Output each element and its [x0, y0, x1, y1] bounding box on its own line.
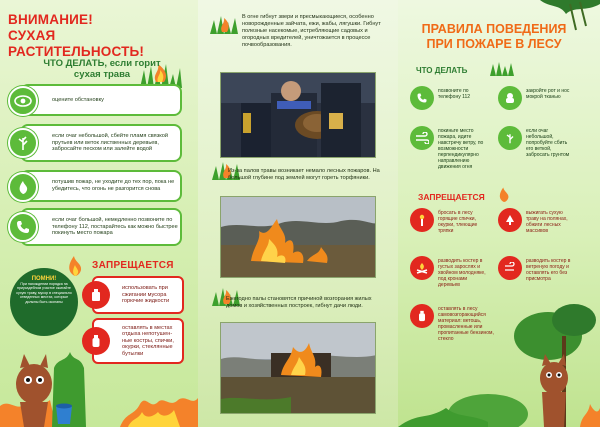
match-icon [410, 208, 434, 232]
forest-fire-text: Из-за палов травы возникает немало лесных пожаров. На большой глубине под землей могут гореть торфяники. [228, 168, 380, 181]
grass-fire-photo [220, 196, 376, 278]
todo-item-text: покиньте место пожара, идите навстречу ветру, по возможности перпендикулярно направлению движения огня [438, 128, 484, 170]
forbidden-item-text: оставлять в лесу самовозгорающийся материал: ветошь, промасленные или пропитанные бензином, стекло [438, 306, 494, 342]
canister-icon [82, 281, 110, 309]
phone-icon [410, 86, 434, 110]
forbidden-item-text: выжигать сухую траву на полянах, обжиги лесных массивов [526, 210, 568, 234]
todo-item [498, 86, 574, 110]
todo-row [20, 84, 182, 116]
todo-item-text: закройте рот и нос мокрой тканью [526, 88, 570, 100]
forbidden-title: ЗАПРЕЩАЕТСЯ [418, 192, 485, 202]
todo-item [410, 86, 486, 110]
phone-icon [8, 212, 38, 242]
title-line-1: ВНИМАНИЕ! [8, 12, 93, 27]
todo-row [20, 170, 182, 202]
todo-item-text: позвоните по телефону 112 [438, 88, 471, 100]
house-fire-photo [220, 322, 376, 414]
branch-icon [498, 126, 522, 150]
buildings-fire-text: Ежегодно палы становятся причиной возгорания жилых домов и хозяйственных построек, гибнут дачи люди. [226, 296, 372, 309]
title-line-2: СУХАЯ РАСТИТЕЛЬНОСТЬ! [8, 28, 145, 59]
forbidden-title: ЗАПРЕЩАЕТСЯ [92, 260, 174, 271]
fire-icon [496, 186, 512, 202]
title-line-1: ПРАВИЛА ПОВЕДЕНИЯ [421, 22, 567, 36]
todo-item [410, 126, 486, 170]
fire-watch-icon [8, 172, 38, 202]
todo-row [20, 124, 182, 162]
tree-fire-icon [498, 208, 522, 232]
forbidden-item [410, 256, 486, 288]
wind-fire-icon [498, 256, 522, 280]
remember-badge [10, 268, 78, 336]
forbidden-row-text: оставлять в местах отдыха непотушен- ные костры, спички, окурки, стеклянные бутылки [122, 324, 174, 357]
panel1-subtitle [22, 58, 182, 80]
panel1-title [8, 12, 188, 60]
forbidden-item-text: разводить костер в густых зарослях и хвойном молодняке, под кронами деревьев [438, 258, 486, 288]
todo-row-text: потушив пожар, не уходите до тех пор, пока не убедитесь, что огонь не разгорится снова [52, 179, 175, 192]
todo-row-text: если очаг большой, немедленно позвоните по телефону 112, постарайтесь как можно быстрее покинуть место пожара [52, 217, 178, 237]
wildlife-text: В огне гибнут звери и пресмыкающиеся, особенно новорожденные зайчата, ежи, жабы, лягушки. Гибнут полезные насекомые, истребляющие садовых и огородных вредителей, уничтожается в процессе почвообразования. [242, 14, 381, 48]
fire-icon [64, 254, 86, 276]
title-line-2: ПРИ ПОЖАРЕ В ЛЕСУ [426, 37, 562, 51]
forbidden-row-text: использовать при сжигании мусора горючие жидкости [122, 285, 170, 305]
rescue-photo [220, 72, 376, 158]
forbidden-item-text: разводить костер в ветреную погоду и оставлять его без присмотра [526, 258, 571, 282]
forbidden-item-text: бросать в лесу горящие спички, окурки, тлеющие тряпки [438, 210, 478, 234]
todo-item-text: если очаг небольшой, попробуйте сбить его веткой, забросать грунтом [526, 128, 570, 158]
todo-row [20, 208, 182, 246]
badge-title: ПОМНИ! [31, 276, 57, 282]
todo-item [498, 126, 574, 158]
forbidden-item [498, 208, 574, 234]
branch-icon [8, 128, 38, 158]
panel3-title [414, 22, 574, 52]
forbidden-item [410, 208, 486, 234]
badge-text: При нахождении порядка на приусадебном участке сжигайте сухую траву, мусор в специально отведенных местах, которые должны быть окопаны [16, 282, 72, 304]
grass-fire-icon [210, 14, 238, 34]
grass-fire-icon [490, 60, 514, 76]
mask-icon [498, 86, 522, 110]
cat-firefighter-illustration [0, 328, 198, 427]
what-to-do-title: ЧТО ДЕЛАТЬ [416, 66, 468, 75]
campfire-icon [410, 256, 434, 280]
eye-icon [8, 86, 38, 116]
subtitle-line-2: сухая трава [73, 69, 131, 80]
cat-forest-illustration [398, 296, 600, 427]
wind-icon [410, 126, 434, 150]
forbidden-item [498, 256, 574, 282]
todo-row-text: если очаг небольшой, сбейте пламя связкой прутьев или веток лиственных деревьев, забросайте песком или залейте водой [52, 133, 169, 153]
todo-row-text: оцените обстановку [52, 96, 104, 103]
subtitle-line-1: ЧТО ДЕЛАТЬ, если горит [43, 58, 161, 69]
